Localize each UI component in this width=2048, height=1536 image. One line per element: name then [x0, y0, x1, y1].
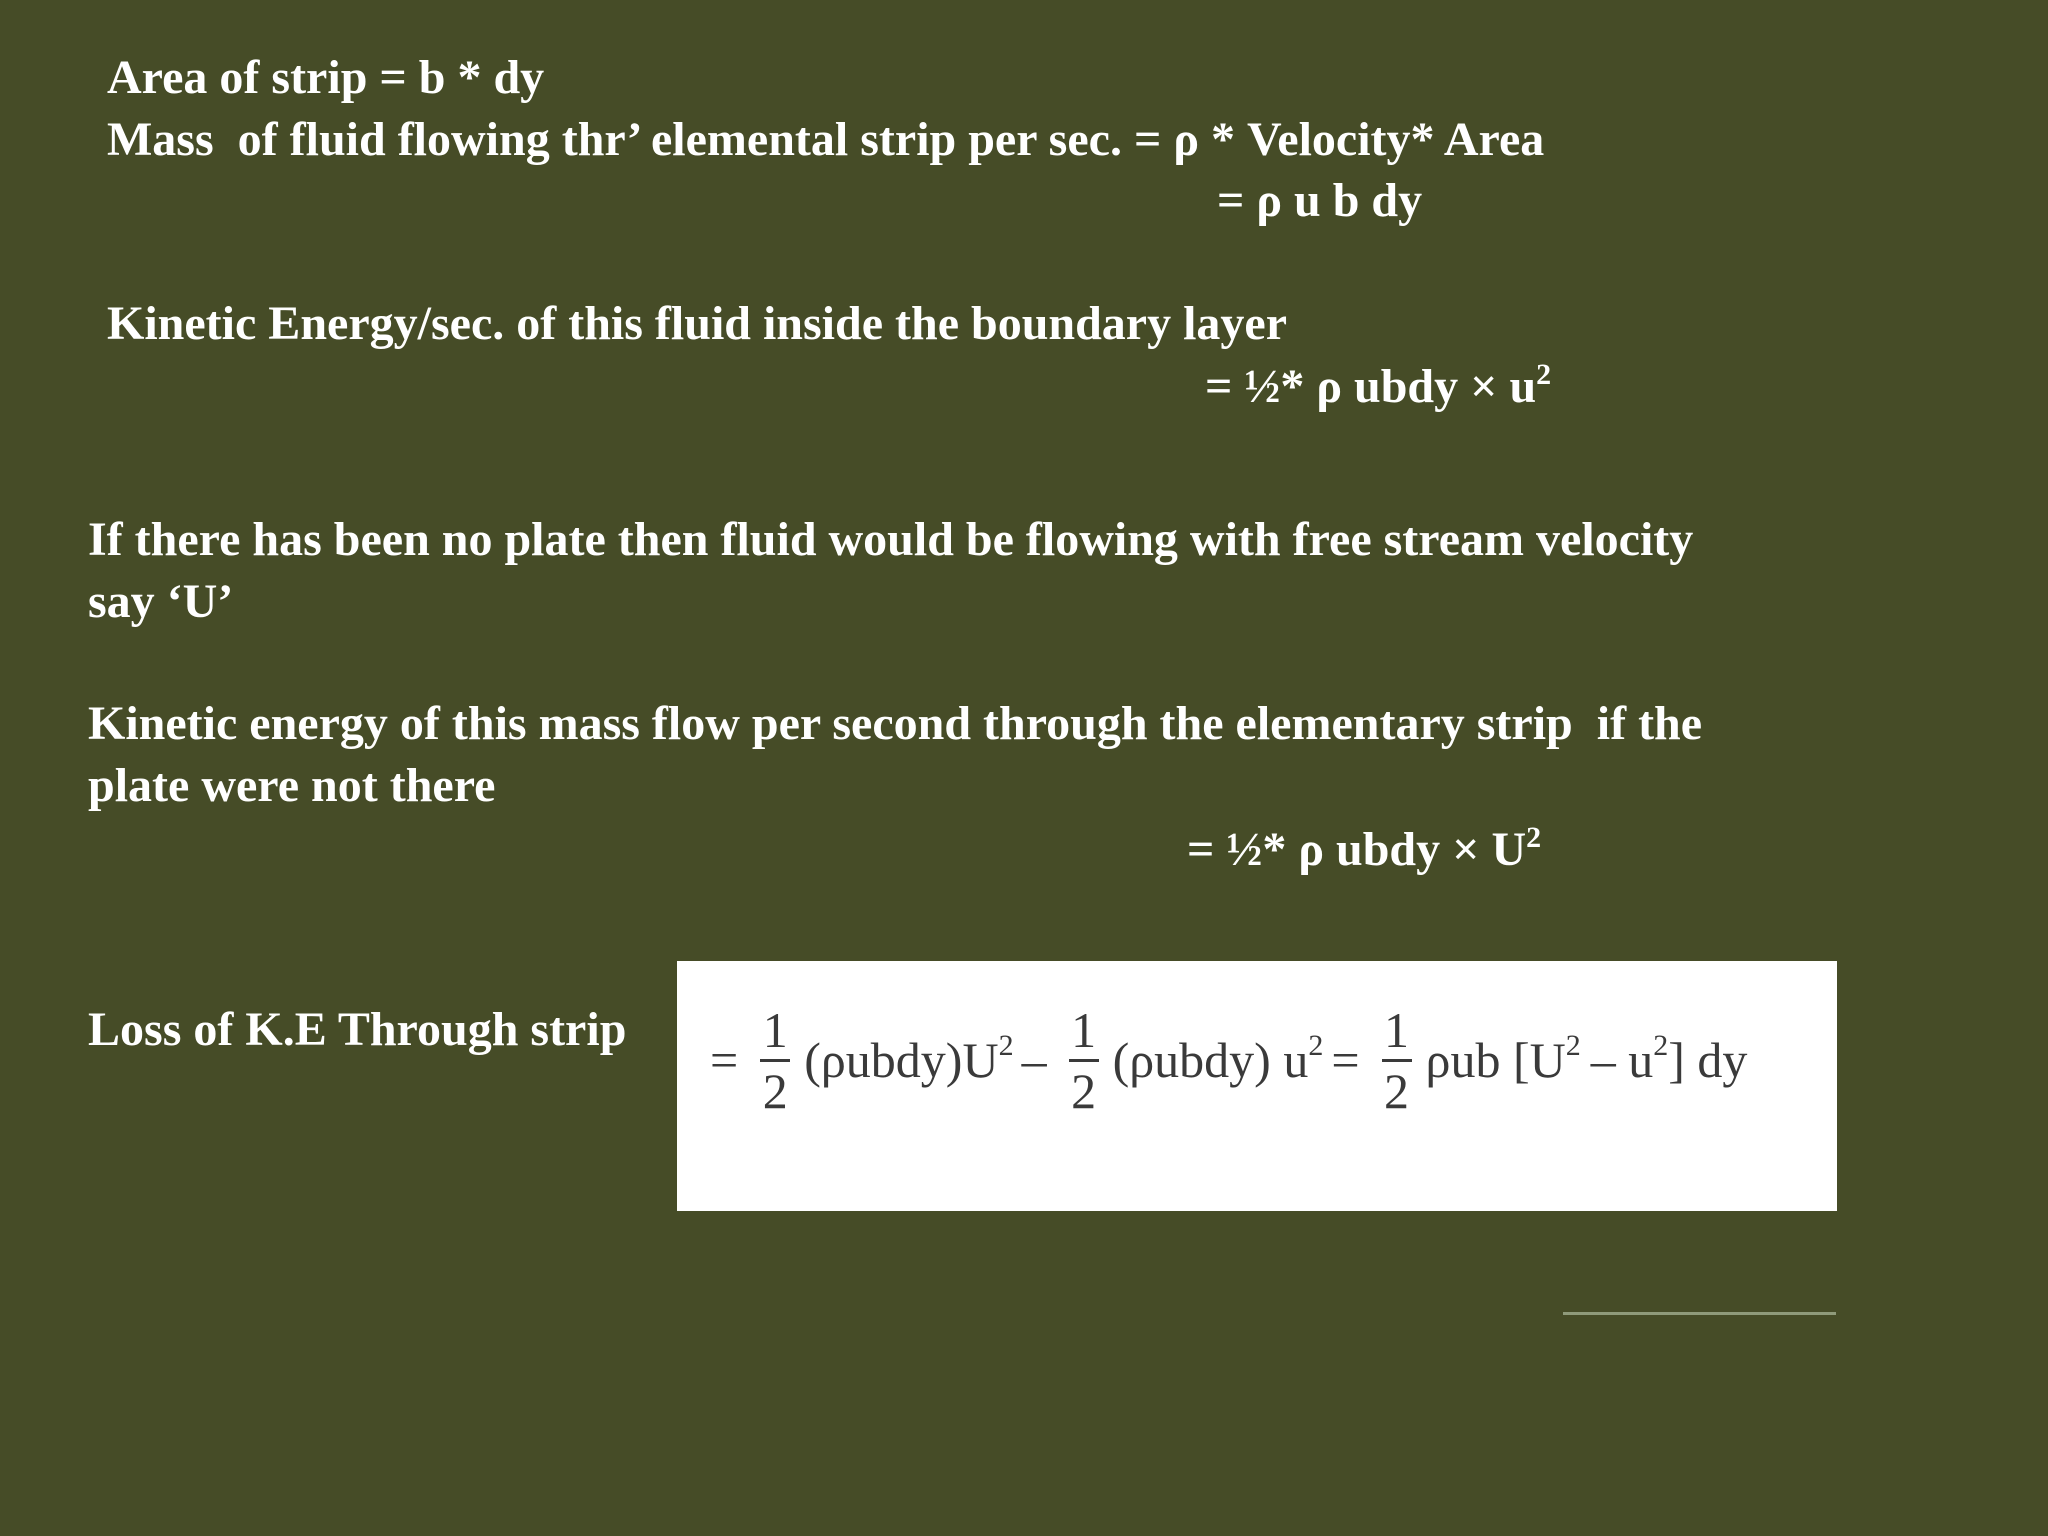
ke-no-plate-line-1: Kinetic energy of this mass flow per second through the elementary strip if the: [88, 697, 1703, 750]
ke-inside-equation-base: = ½* ρ ubdy × u: [1205, 360, 1537, 413]
fraction-bar: [1069, 1059, 1099, 1062]
fraction-numerator: 1: [1384, 1001, 1410, 1058]
ke-no-plate-equation-base: = ½* ρ ubdy × U: [1187, 823, 1527, 876]
minus-sign: –: [1021, 1032, 1047, 1088]
term-local-base: (ρubdy) u: [1112, 1032, 1309, 1088]
ke-no-plate-equation: [1187, 821, 1542, 876]
term-difference: [1426, 1031, 1748, 1089]
ke-inside-equation: [1205, 358, 1552, 413]
equals-sign: =: [710, 1032, 739, 1088]
exponent: 2: [1653, 1029, 1669, 1062]
ke-inside-line: Kinetic Energy/sec. of this fluid inside the boundary layer: [107, 297, 1288, 350]
fraction-denominator: 2: [762, 1062, 788, 1119]
mass-flow-line: Mass of fluid flowing thr’ elemental strip per sec. = ρ * Velocity* Area: [107, 113, 1545, 166]
decorative-rule: [1563, 1312, 1836, 1315]
ke-no-plate-line-2: plate were not there: [88, 759, 496, 812]
ke-no-plate-exponent: 2: [1526, 821, 1542, 854]
term-difference-base: ρub [U: [1425, 1032, 1566, 1088]
term-free-stream: [804, 1031, 1013, 1089]
loss-label: Loss of K.E Through strip: [88, 1003, 627, 1056]
exponent: 2: [1308, 1029, 1324, 1062]
fraction-bar: [1382, 1059, 1412, 1062]
fraction-denominator: 2: [1384, 1062, 1410, 1119]
fraction-half: [760, 1001, 790, 1119]
exponent: 2: [1565, 1029, 1581, 1062]
fraction-bar: [760, 1059, 790, 1062]
term-difference-minus: – u: [1590, 1032, 1654, 1088]
fraction-denominator: 2: [1071, 1062, 1097, 1119]
no-plate-line-2: say ‘U’: [88, 575, 234, 628]
term-free-stream-base: (ρubdy)U: [804, 1032, 999, 1088]
fraction-half: [1382, 1001, 1412, 1119]
area-of-strip-line: Area of strip = b * dy: [107, 51, 545, 104]
no-plate-line-1: If there has been no plate then fluid would be flowing with free stream velocity: [88, 513, 1694, 566]
exponent: 2: [998, 1029, 1014, 1062]
term-difference-end: ] dy: [1668, 1032, 1748, 1088]
equals-sign: =: [1331, 1032, 1360, 1088]
term-local: [1113, 1031, 1324, 1089]
fraction-numerator: 1: [762, 1001, 788, 1058]
loss-equation-image: [677, 961, 1837, 1211]
mass-flow-equation: = ρ u b dy: [1217, 174, 1423, 227]
ke-inside-exponent: 2: [1536, 358, 1552, 391]
fraction-numerator: 1: [1071, 1001, 1097, 1058]
loss-equation: [702, 995, 1747, 1125]
fraction-half: [1069, 1001, 1099, 1119]
